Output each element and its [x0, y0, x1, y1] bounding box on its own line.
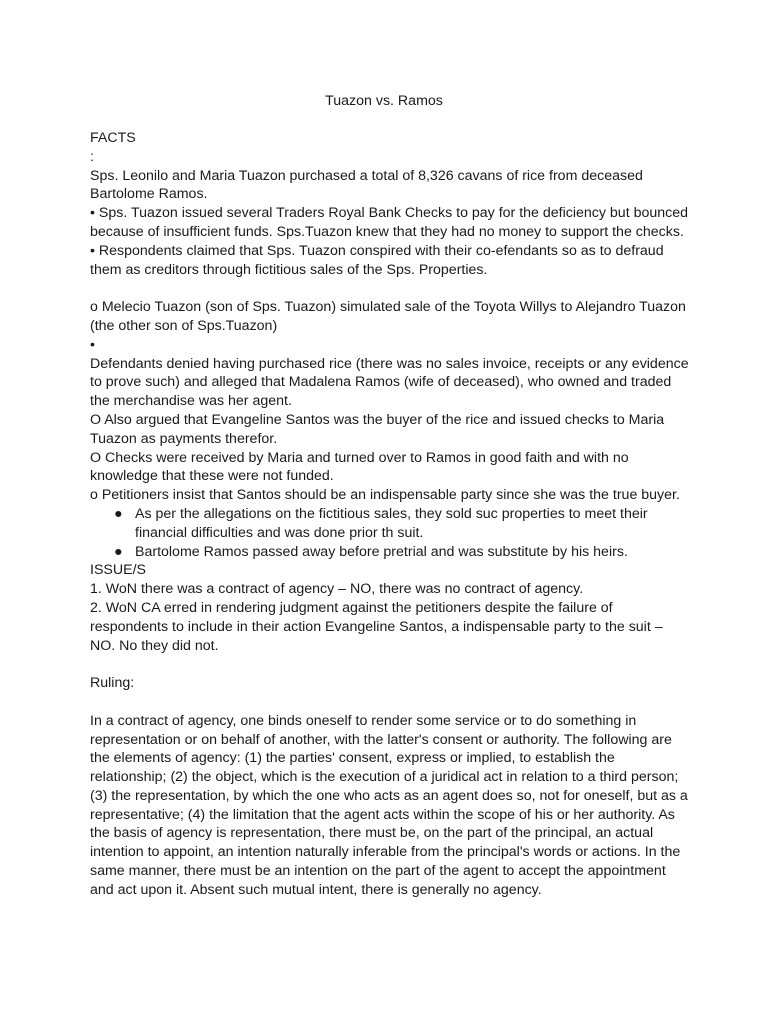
issues-heading: ISSUE/S — [90, 562, 146, 579]
bullet-dot-icon: ● — [114, 543, 123, 560]
bullet-list-item — [90, 543, 690, 562]
blank-line — [90, 655, 690, 674]
facts-bullet-marker: • — [90, 336, 95, 353]
facts-paragraph-1: Sps. Leonilo and Maria Tuazon purchased a total of 8,326 cavans of rice from deceased Bartolome Ramos. — [90, 167, 643, 203]
facts-paragraph-4: o Melecio Tuazon (son of Sps. Tuazon) simulated sale of the Toyota Willys to Alejandro Tuazon (the other son of Sps.Tuazon) — [90, 299, 686, 334]
blank-line — [90, 279, 690, 298]
facts-paragraph-8: O Checks were received by Maria and turned over to Ramos in good faith and with no knowledge that these were not funded. — [90, 449, 629, 485]
facts-colon: : — [90, 148, 94, 165]
document-title: Tuazon vs. Ramos — [325, 93, 443, 109]
bullet-text: As per the allegations on the fictitious sales, they sold suc properties to meet their financial difficulties and was done prior th suit. — [135, 505, 648, 541]
issue-item-1: 1. WoN there was a contract of agency – NO, there was no contract of agency. — [90, 581, 584, 598]
document-body — [90, 129, 690, 900]
facts-paragraph-3: • Respondents claimed that Sps. Tuazon conspired with their co-efendants so as to defraud them as creditors through fictitious sales of the Sps. Properties. — [90, 242, 664, 278]
ruling-heading: Ruling: — [90, 675, 135, 692]
facts-heading: FACTS — [90, 130, 136, 146]
issue-item-2: 2. WoN CA erred in rendering judgment against the petitioners despite the failure of respondents to include in their action Evangeline Santos, a indispensable party to the suit – NO. No they did not. — [90, 599, 663, 654]
bullet-dot-icon: ● — [114, 505, 123, 522]
bullet-list-item — [90, 505, 690, 543]
facts-paragraph-9: o Petitioners insist that Santos should be an indispensable party since she was the true buyer. — [90, 487, 680, 504]
facts-paragraph-7: O Also argued that Evangeline Santos was the buyer of the rice and issued checks to Maria Tuazon as payments therefor. — [90, 411, 665, 447]
facts-paragraph-6: Defendants denied having purchased rice (there was no sales invoice, receipts or any evidence to prove such) and alleged that Madalena Ramos (wife of deceased), who owned and traded the merchandise was her agent. — [90, 355, 689, 410]
ruling-paragraph: In a contract of agency, one binds oneself to render some service or to do something in representation or on behalf of another, with the latter's consent or authority. The following are the elements of agency: (1) the parties' consent, express or implied, to establish the relationship; (2) the object, which is the execution of a juridical act in relation to a third person; (3) the representation, by which the one who acts as an agent does so, not for oneself, but as a representative; (4) the limitation that the agent acts within the scope of his or her authority. As the basis of agency is representation, there must be, on the part of the principal, an actual intention to appoint, an intention naturally inferable from the principal's words or actions. In the same manner, there must be an intention on the part of the agent to accept the appointment and act upon it. Absent such mutual intent, there is generally no agency. — [90, 712, 688, 898]
facts-paragraph-2: • Sps. Tuazon issued several Traders Royal Bank Checks to pay for the deficiency but bounced because of insufficient funds. Sps.Tuazon knew that they had no money to support the checks. — [90, 205, 689, 240]
bullet-list — [90, 505, 690, 561]
blank-line — [90, 693, 690, 712]
bullet-text: Bartolome Ramos passed away before pretrial and was substitute by his heirs. — [135, 543, 628, 560]
